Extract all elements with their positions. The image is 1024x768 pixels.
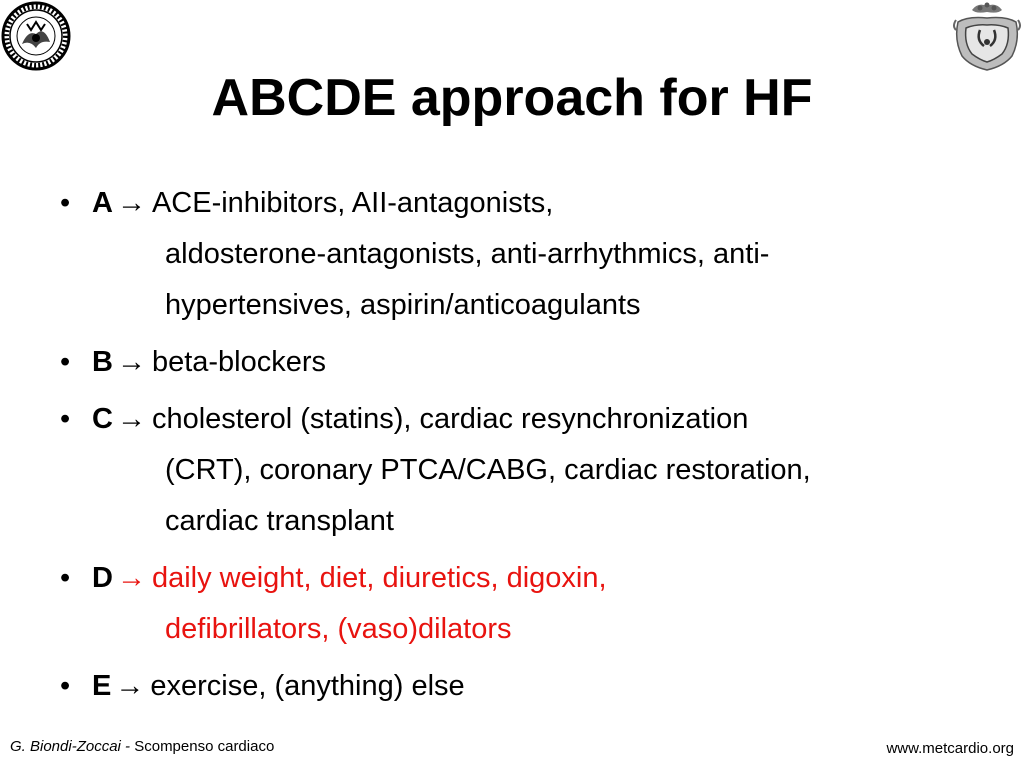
bullet-letter: E (92, 670, 112, 702)
bullet-line (92, 337, 980, 388)
bullet-dot-icon: • (60, 670, 71, 702)
slide-title: ABCDE approach for HF (211, 69, 813, 127)
bullet-letter: B (92, 346, 113, 378)
bullet-line (92, 661, 980, 712)
bullet-letter: A (92, 187, 113, 219)
footer-website: www.metcardio.org (886, 740, 1014, 757)
right-arrow-icon: → (116, 346, 146, 378)
bullet-text: aldosterone-antagonists, anti-arrhythmics, anti- (165, 238, 770, 270)
bullet-item-b (60, 337, 980, 388)
bullet-item-d (60, 553, 980, 655)
bullet-item-e (60, 661, 980, 712)
bullet-text: beta-blockers (151, 346, 327, 378)
bullet-line (92, 553, 980, 604)
bullet-line (92, 394, 980, 445)
bullet-text: hypertensives, aspirin/anticoagulants (165, 289, 641, 321)
bullet-text: exercise, (anything) else (150, 670, 465, 702)
right-arrow-icon: → (116, 187, 146, 219)
bullet-dot-icon: • (60, 346, 71, 378)
right-arrow-icon: → (116, 403, 146, 435)
right-arrow-icon: → (115, 670, 145, 702)
bullet-dot-icon: • (60, 562, 71, 594)
bullet-dot-icon: • (60, 403, 71, 435)
bullet-letter: C (92, 403, 113, 435)
bullet-text: ACE-inhibitors, AII-antagonists, (151, 187, 554, 219)
bullet-list (60, 178, 980, 718)
bullet-line (92, 178, 980, 229)
bullet-text: (CRT), coronary PTCA/CABG, cardiac restoration, (165, 454, 811, 486)
right-arrow-icon: → (116, 562, 146, 594)
footer-topic: Scompenso cardiaco (134, 738, 275, 755)
bullet-text: daily weight, diet, diuretics, digoxin, (151, 562, 607, 594)
bullet-text: cardiac transplant (165, 505, 394, 537)
footer-author: G. Biondi-Zoccai - (10, 738, 131, 755)
bullet-item-a (60, 178, 980, 331)
bullet-text: cholesterol (statins), cardiac resynchronization (151, 403, 749, 435)
footer-credit (10, 738, 274, 755)
bullet-letter: D (92, 562, 113, 594)
bullet-text: defibrillators, (vaso)dilators (165, 613, 512, 645)
bullet-dot-icon: • (60, 187, 71, 219)
bullet-item-c (60, 394, 980, 547)
